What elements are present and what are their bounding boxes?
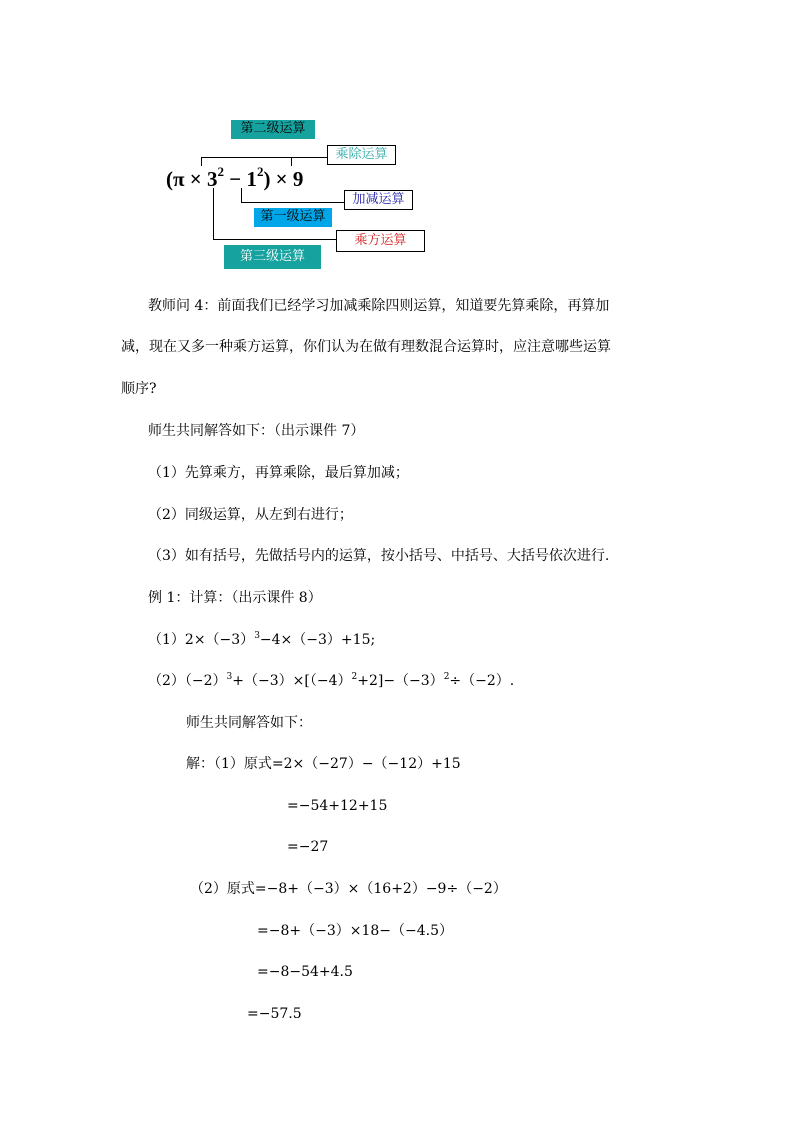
solution-intro: 师生共同解答如下： xyxy=(186,715,312,731)
expression-exponent-2: 2 xyxy=(256,164,264,179)
solution-1-line-1: 解：（1）原式=2×（−27）−（−12）+15 xyxy=(186,756,461,772)
question-4-line-1: 教师问 4：前面我们已经学习加减乘除四则运算，知道要先算乘除，再算加 xyxy=(148,298,610,314)
expression xyxy=(166,166,303,192)
exercise-1-exponent: 3 xyxy=(254,631,260,641)
solution-2-line-2: =−8+（−3）×18−（−4.5） xyxy=(257,923,454,939)
solution-2-line-4: =−57.5 xyxy=(247,1006,302,1022)
first-level-label: 第一级运算 xyxy=(254,208,332,227)
rule-3: （3）如有括号，先做括号内的运算，按小括号、中括号、大括号依次进行. xyxy=(148,548,610,564)
solution-2-line-1: （2）原式=−8+（−3）×（16+2）−9÷（−2） xyxy=(190,881,507,897)
power-label: 乘方运算 xyxy=(336,230,425,252)
bottom-bracket-horizontal xyxy=(213,239,336,240)
exercise-1 xyxy=(148,630,375,650)
solution-1-line-3: =−27 xyxy=(287,839,329,855)
expression-minus: − 1 xyxy=(223,167,257,191)
question-4-line-3: 顺序? xyxy=(121,381,157,397)
exercise-2 xyxy=(148,671,514,691)
expression-exponent-1: 2 xyxy=(217,164,224,179)
rule-1: （1）先算乘方，再算乘除，最后算加减； xyxy=(148,465,409,481)
addsub-label: 加减运算 xyxy=(344,190,413,210)
solution-1-line-2: =−54+12+15 xyxy=(287,798,388,814)
exercise-2-part-a: （2）（−2） xyxy=(148,673,227,689)
exercise-1-part-a: （1）2×（−3） xyxy=(148,632,255,648)
exercise-2-exponent-1: 3 xyxy=(226,672,233,682)
rule-2: （2）同级运算，从左到右进行； xyxy=(148,507,353,523)
solution-2-line-3: =−8−54+4.5 xyxy=(257,964,353,980)
third-level-label: 第三级运算 xyxy=(224,245,321,269)
exercise-1-part-b: −4×（−3）+15; xyxy=(259,632,376,648)
question-4-line-2: 减，现在又多一种乘方运算，你们认为在做有理数混合运算时，应注意哪些运算 xyxy=(121,339,611,355)
muldiv-label: 乘除运算 xyxy=(327,145,396,165)
top-bracket-horizontal xyxy=(201,157,327,158)
exercise-2-exponent-2: 2 xyxy=(351,672,358,682)
inner-bracket-horizontal xyxy=(241,202,344,203)
top-bracket-left xyxy=(201,157,202,166)
second-level-label: 第二级运算 xyxy=(231,120,315,139)
expression-open: (π × 3 xyxy=(166,167,218,191)
exercise-2-part-b: +（−3）×[（−4） xyxy=(232,673,352,689)
answer-intro: 师生共同解答如下：（出示课件 7） xyxy=(148,423,365,439)
bottom-bracket-left xyxy=(213,188,214,240)
example-title: 例 1：计算：（出示课件 8） xyxy=(148,590,322,606)
top-bracket-right xyxy=(291,157,292,166)
expression-close: ) × 9 xyxy=(263,167,304,191)
exercise-2-part-d: ÷（−2）. xyxy=(449,673,515,689)
exercise-2-exponent-3: 2 xyxy=(443,672,450,682)
exercise-2-part-c: +2]−（−3） xyxy=(357,673,444,689)
